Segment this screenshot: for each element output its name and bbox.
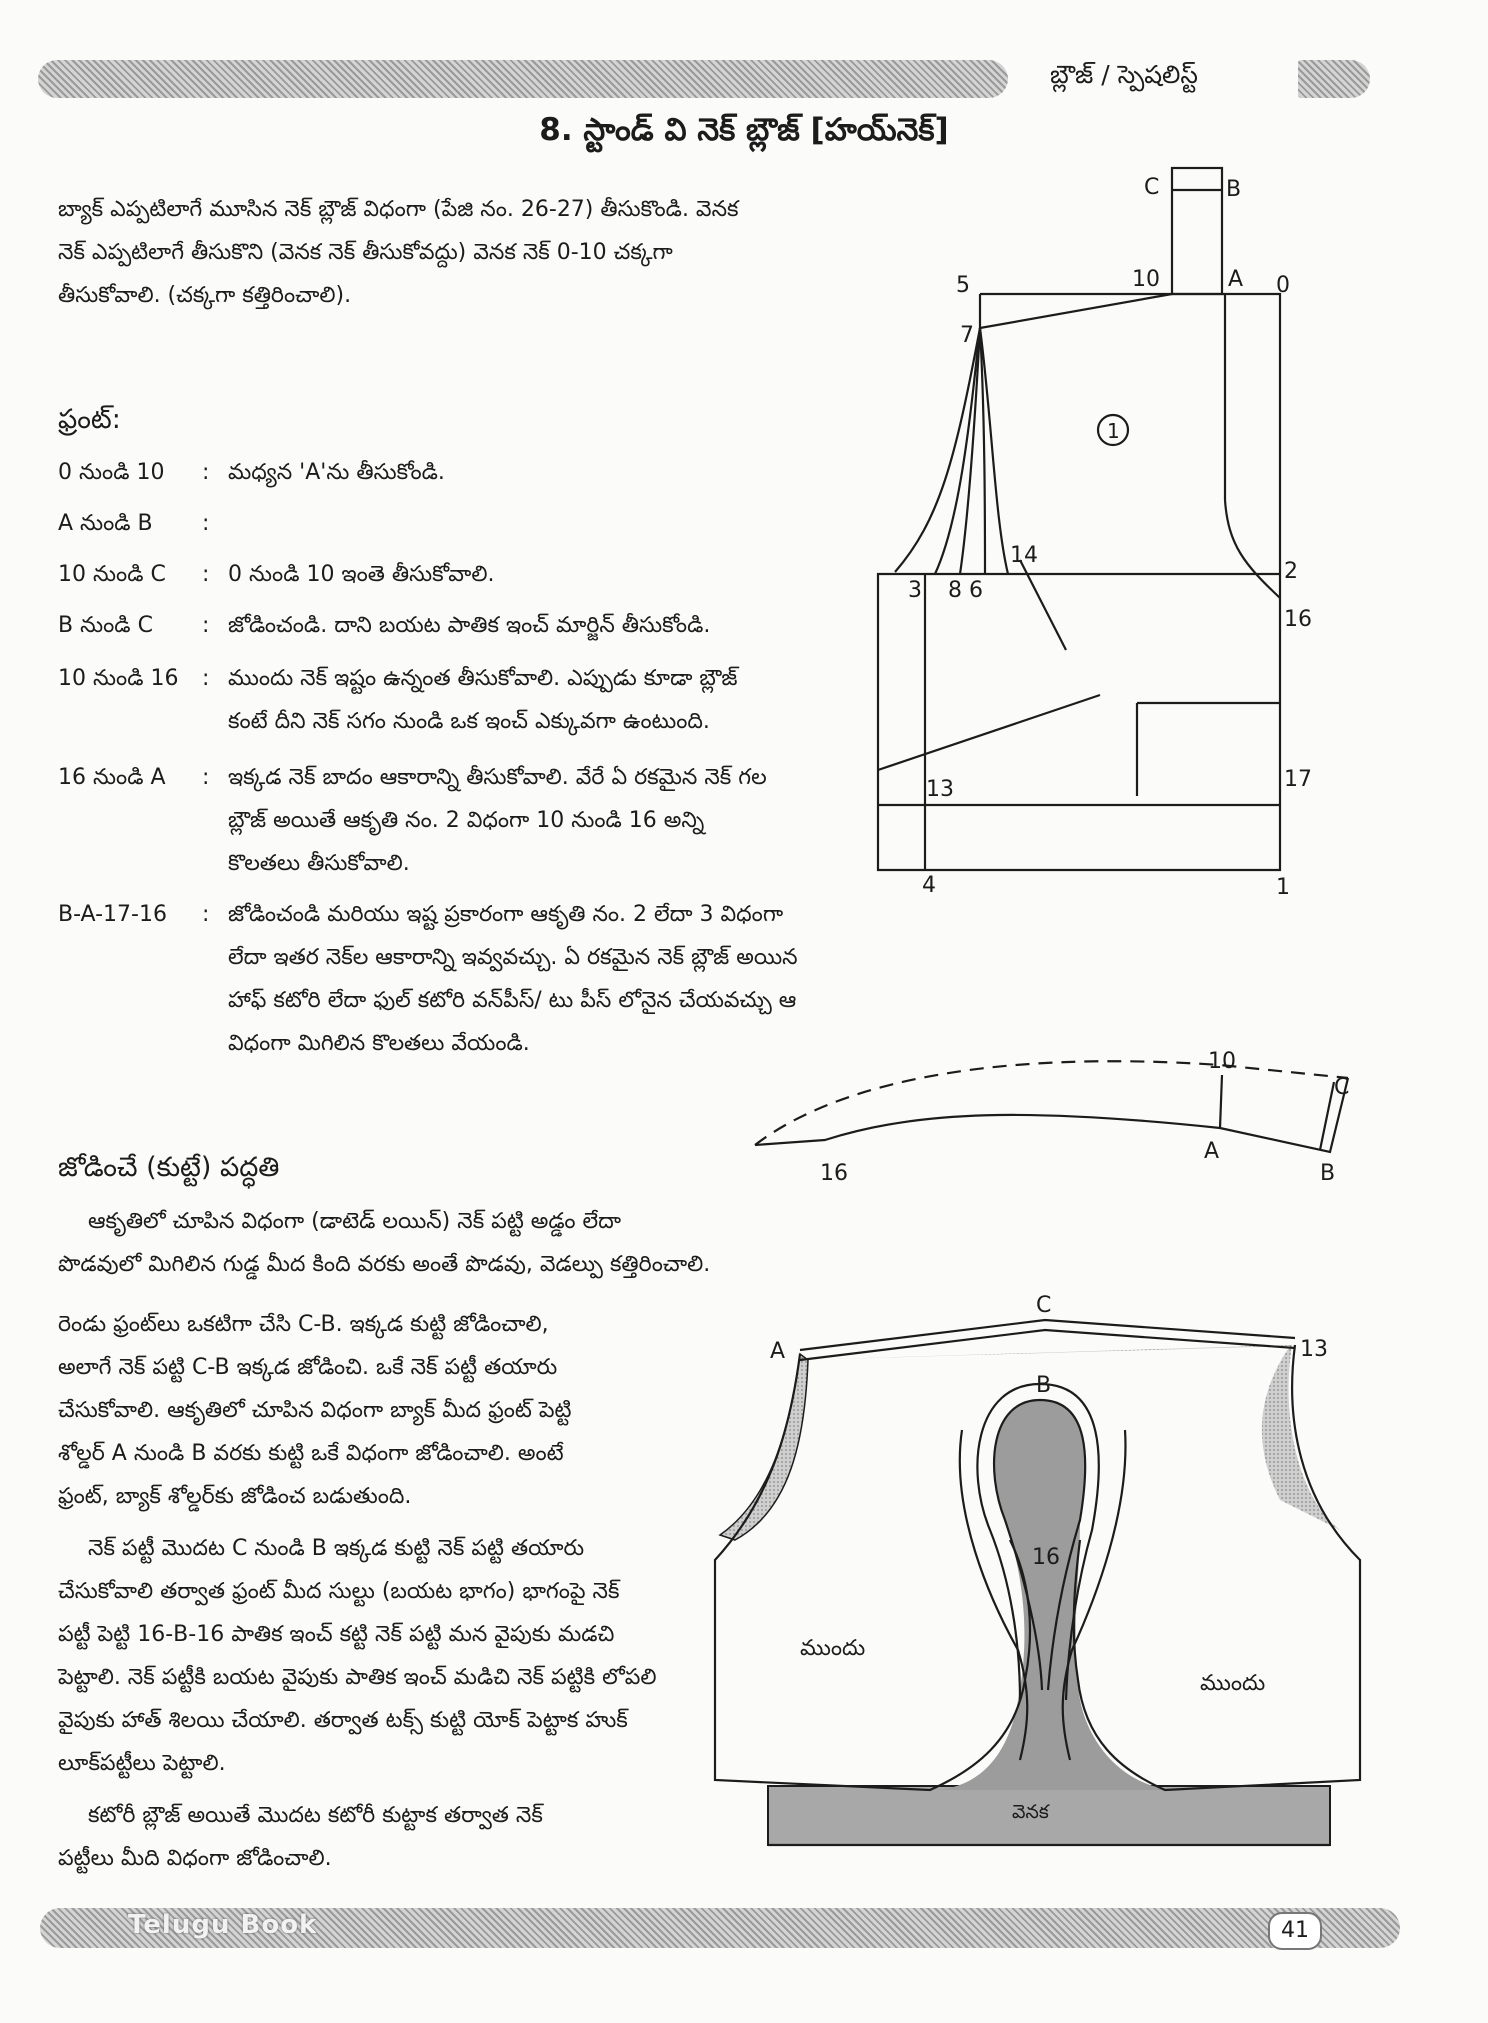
- step-label: A నుండి B: [58, 511, 153, 536]
- label-4: 4: [922, 873, 936, 898]
- joining-line: ఆకృతిలో చూపిన విధంగా (డాటెడ్ లయిన్) నెక్ పట్టి అడ్డం లేదా: [88, 1209, 621, 1234]
- strip-label-c: C: [1334, 1075, 1350, 1100]
- joining-line: చేసుకోవాలి. ఆకృతిలో చూపిన విధంగా బ్యాక్ మీద ఫ్రంట్ పెట్టి: [58, 1398, 572, 1423]
- joining-line: కటోరీ బ్లౌజ్ అయితే మొదట కటోరీ కుట్టాక తర్వాత నెక్: [88, 1803, 543, 1828]
- intro-line: బ్యాక్ ఎప్పటిలాగే మూసిన నెక్ బ్లౌజ్ విధంగా (పేజి నం. 26-27) తీసుకొండి. వెనక: [58, 197, 739, 222]
- step-text: కొలతలు తీసుకోవాలి.: [228, 851, 410, 876]
- step-text: ముందు నెక్ ఇష్టం ఉన్నంత తీసుకోవాలి. ఎప్పుడు కూడా బ్లౌజ్: [228, 666, 738, 691]
- step-label: 16 నుండి A: [58, 765, 166, 790]
- step-colon: :: [202, 613, 210, 638]
- label-circle-1: 1: [1107, 419, 1120, 443]
- label-17: 17: [1284, 767, 1312, 792]
- step-text: మధ్యన 'A'ను తీసుకోండి.: [228, 460, 445, 485]
- blouse-label-back: వెనక: [1012, 1801, 1049, 1823]
- label-8-6: 8 6: [948, 578, 983, 603]
- header-band-end: [1298, 60, 1370, 98]
- footer-brand: Telugu Book: [128, 1910, 318, 1940]
- strip-label-b: B: [1320, 1161, 1336, 1186]
- joining-line: ఫ్రంట్, బ్యాక్ శోల్డర్‌కు జోడించ బడుతుంది.: [58, 1484, 412, 1509]
- joining-line: వైపుకు హాత్ శిలయి చేయాలి. తర్వాత టక్స్ కుట్టి యోక్ పెట్టాక హుక్: [58, 1708, 628, 1733]
- step-text: ఇక్కడ నెక్ బాదం ఆకారాన్ని తీసుకోవాలి. వేరే ఏ రకమైన నెక్ గల: [228, 765, 767, 790]
- blouse-label-front-left: ముందు: [800, 1636, 866, 1661]
- label-10: 10: [1132, 267, 1160, 292]
- page-number: 41: [1268, 1912, 1322, 1950]
- joining-line: చేసుకోవాలి తర్వాత ఫ్రంట్ మీద సుల్టు (బయట భాగం) భాగంపై నెక్: [58, 1579, 620, 1604]
- step-label: 10 నుండి C: [58, 562, 166, 587]
- label-a: A: [1228, 267, 1244, 292]
- label-2: 2: [1284, 559, 1298, 584]
- blouse-label-13: 13: [1300, 1337, 1328, 1362]
- joining-line: రెండు ఫ్రంట్‌లు ఒకటిగా చేసి C-B. ఇక్కడ కుట్టి జోడించాలి,: [58, 1312, 549, 1337]
- strip-label-10: 10: [1208, 1049, 1236, 1074]
- step-text: జోడించండి. దాని బయట పాతిక ఇంచ్ మార్జిన్ తీసుకోండి.: [228, 613, 711, 638]
- joining-line: పట్టీ పెట్టి 16-B-16 పాతిక ఇంచ్ కట్టి నెక్ పట్టి మన వైపుకు మడచి: [58, 1622, 615, 1647]
- joining-line: పట్టీలు మీది విధంగా జోడించాలి.: [58, 1846, 332, 1871]
- step-text: జోడించండి మరియు ఇష్ట ప్రకారంగా ఆకృతి నం. 2 లేదా 3 విధంగా: [228, 902, 784, 927]
- label-b: B: [1226, 177, 1242, 202]
- joining-line: పెట్టాలి. నెక్ పట్టీకి బయట వైపుకు పాతిక ఇంచ్ మడిచి నెక్ పట్టికి లోపలి: [58, 1665, 657, 1690]
- joined-blouse-diagram: [700, 1280, 1390, 1860]
- strip-label-16: 16: [820, 1161, 848, 1186]
- label-5: 5: [956, 273, 970, 298]
- step-text: విధంగా మిగిలిన కొలతలు వేయండి.: [228, 1031, 530, 1056]
- strip-label-a: A: [1204, 1139, 1220, 1164]
- step-colon: :: [202, 765, 210, 790]
- step-text: 0 నుండి 10 ఇంతె తీసుకోవాలి.: [228, 562, 495, 587]
- section-label: బ్లౌజ్ / స్పెషలిస్ట్: [1050, 60, 1198, 89]
- joining-line: శోల్డర్ A నుండి B వరకు కుట్టి ఒకే విధంగా జోడించాలి. అంటే: [58, 1441, 564, 1466]
- step-label: 10 నుండి 16: [58, 666, 179, 691]
- blouse-label-c: C: [1036, 1293, 1052, 1318]
- label-0: 0: [1276, 273, 1290, 298]
- blouse-label-a: A: [770, 1339, 786, 1364]
- step-colon: :: [202, 562, 210, 587]
- blouse-label-b: B: [1036, 1373, 1052, 1398]
- step-colon: :: [202, 666, 210, 691]
- step-text: కంటే దీని నెక్ సగం నుండి ఒక ఇంచ్ ఎక్కువగా ఉంటుంది.: [228, 709, 710, 734]
- step-text: లేదా ఇతర నెక్‌ల ఆకారాన్ని ఇవ్వవచ్చు. ఏ రకమైన నెక్ బ్లౌజ్ అయిన: [228, 945, 798, 970]
- label-c: C: [1144, 175, 1160, 200]
- page-title: 8. స్టాండ్ వి నెక్ బ్లౌజ్ [హయ్‌నెక్]: [539, 112, 949, 148]
- label-3: 3: [908, 578, 922, 603]
- front-heading: ఫ్రంట్:: [58, 404, 121, 435]
- neck-strip-diagram: [740, 1040, 1380, 1200]
- label-13: 13: [926, 777, 954, 802]
- step-label: B నుండి C: [58, 613, 153, 638]
- step-label: B-A-17-16: [58, 902, 167, 927]
- intro-line: తీసుకోవాలి. (చక్కగా కత్తిరించాలి).: [58, 283, 352, 308]
- label-16: 16: [1284, 607, 1312, 632]
- step-colon: :: [202, 902, 210, 927]
- blouse-label-16: 16: [1032, 1545, 1060, 1570]
- joining-line: లూక్‌పట్టీలు పెట్టాలి.: [58, 1751, 226, 1776]
- front-draft-diagram: [850, 160, 1330, 900]
- step-text: బ్లౌజ్ అయితే ఆకృతి నం. 2 విధంగా 10 నుండి 16 అన్ని: [228, 808, 705, 833]
- step-colon: :: [202, 460, 210, 485]
- step-colon: :: [202, 511, 210, 536]
- joining-line: నెక్ పట్టీ మొదట C నుండి B ఇక్కడ కుట్టి నెక్ పట్టి తయారు: [88, 1536, 585, 1561]
- step-text: హాఫ్ కటోరి లేదా ఫుల్ కటోరి వన్‌పీస్/ టు పీస్ లోనైన చేయవచ్చు ఆ: [228, 988, 797, 1013]
- step-label: 0 నుండి 10: [58, 460, 165, 485]
- label-1: 1: [1276, 875, 1290, 900]
- blouse-label-front-right: ముందు: [1200, 1671, 1266, 1696]
- joining-heading: జోడించే (కుట్టే) పద్ధతి: [58, 1152, 280, 1183]
- joining-line: పొడవులో మిగిలిన గుడ్డ మీద కింది వరకు అంతే పొడవు, వెడల్పు కత్తిరించాలి.: [58, 1252, 711, 1277]
- label-14: 14: [1010, 543, 1038, 568]
- joining-line: అలాగే నెక్ పట్టి C-B ఇక్కడ జోడించి. ఒకే నెక్ పట్టీ తయారు: [58, 1355, 558, 1380]
- header-band: [38, 60, 1008, 98]
- label-7: 7: [960, 323, 974, 348]
- intro-line: నెక్ ఎప్పటిలాగే తీసుకొని (వెనక నెక్ తీసుకోవద్దు) వెనక నెక్ 0-10 చక్కగా: [58, 240, 673, 265]
